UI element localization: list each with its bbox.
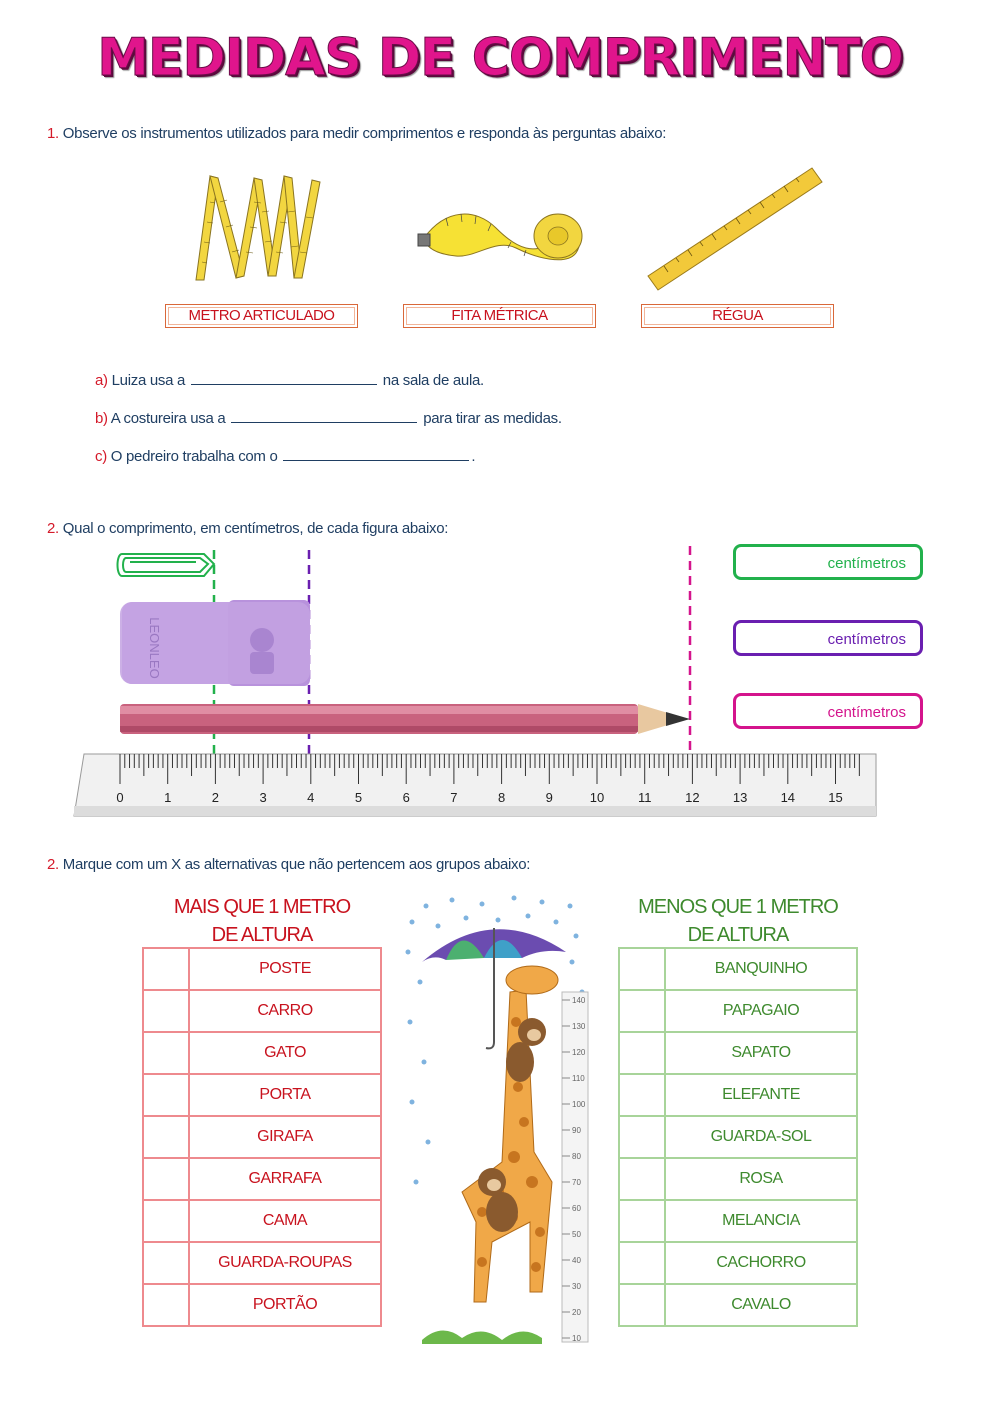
ruler-tick-label: 5 — [354, 790, 363, 805]
table-row — [143, 1200, 381, 1242]
tape-measure-illustration — [416, 198, 586, 268]
height-scale-label: 80 — [572, 1152, 581, 1161]
height-scale-label: 30 — [572, 1282, 581, 1291]
checkbox-cell[interactable] — [143, 990, 189, 1032]
item-label: ELEFANTE — [665, 1074, 857, 1116]
checkbox-cell[interactable] — [143, 1074, 189, 1116]
item-label: GUARDA-ROUPAS — [189, 1242, 381, 1284]
item-label: POSTE — [189, 948, 381, 990]
question-3 — [47, 856, 530, 873]
item-label: CACHORRO — [665, 1242, 857, 1284]
checkbox-cell[interactable] — [619, 1074, 665, 1116]
ruler-tick-label: 7 — [450, 790, 458, 805]
item-label: CAMA — [189, 1200, 381, 1242]
folding-ruler-illustration — [188, 172, 328, 284]
checkbox-cell[interactable] — [143, 1032, 189, 1074]
paper-clip — [118, 554, 215, 576]
ruler-tick-label: 4 — [307, 790, 315, 805]
question-1 — [47, 125, 666, 142]
item-label: PORTA — [189, 1074, 381, 1116]
ruler-tick-label: 6 — [402, 790, 410, 805]
checkbox-cell[interactable] — [143, 1158, 189, 1200]
table-row — [143, 990, 381, 1032]
table-row — [619, 1032, 857, 1074]
ruler-tick-label: 2 — [211, 790, 220, 805]
checkbox-cell[interactable] — [619, 1116, 665, 1158]
question-1-text: Observe os instrumentos utilizados para medir comprimentos e responda às perguntas abaixo: — [62, 125, 667, 142]
checkbox-cell[interactable] — [619, 1032, 665, 1074]
question-1-number: 1. — [47, 125, 59, 142]
checkbox-cell[interactable] — [619, 948, 665, 990]
instrument-label-tape-measure: FITA MÉTRICA — [403, 304, 596, 328]
measurement-figure — [70, 540, 890, 822]
table-row — [619, 1242, 857, 1284]
table-row — [143, 1032, 381, 1074]
checkbox-cell[interactable] — [619, 990, 665, 1032]
right-group-heading: MENOS QUE 1 METRO DE ALTURA — [638, 896, 838, 946]
height-scale-label: 20 — [572, 1308, 581, 1317]
item-label: CAVALO — [665, 1284, 857, 1326]
table-row — [619, 1158, 857, 1200]
height-scale-label: 60 — [572, 1204, 581, 1213]
ruler-tick-label: 13 — [732, 790, 748, 805]
question-2 — [47, 520, 448, 537]
answer-blank-c[interactable] — [283, 446, 469, 461]
answer-box-pencil[interactable]: centímetros — [733, 693, 923, 729]
sentence-c: c) O pedreiro trabalha com o . — [95, 448, 476, 465]
ruler-tick-label: 3 — [259, 790, 267, 805]
height-scale-label: 110 — [572, 1074, 585, 1083]
height-scale-label: 100 — [572, 1100, 586, 1109]
height-scale-label: 50 — [572, 1230, 581, 1239]
ruler-tick-label: 8 — [497, 790, 506, 805]
item-label: GUARDA-SOL — [665, 1116, 857, 1158]
height-scale-label: 120 — [572, 1048, 586, 1057]
item-label: GARRAFA — [189, 1158, 381, 1200]
checkbox-cell[interactable] — [619, 1200, 665, 1242]
instrument-label-ruler: RÉGUA — [641, 304, 834, 328]
answer-blank-b[interactable] — [231, 408, 417, 423]
table-row — [619, 1200, 857, 1242]
ruler-tick-label: 1 — [164, 790, 172, 805]
ruler-tick-label: 15 — [828, 790, 843, 805]
item-label: BANQUINHO — [665, 948, 857, 990]
left-group-heading: MAIS QUE 1 METRO DE ALTURA — [173, 896, 351, 946]
table-row — [143, 1284, 381, 1326]
question-2-number: 2. — [47, 520, 59, 537]
table-row — [143, 1116, 381, 1158]
ruler-tick-label: 9 — [545, 790, 553, 805]
right-group-table — [618, 947, 858, 1327]
table-row — [619, 990, 857, 1032]
question-2-text: Qual o comprimento, em centímetros, de cada figura abaixo: — [62, 520, 449, 537]
checkbox-cell[interactable] — [143, 1200, 189, 1242]
ruler-illustration — [644, 164, 824, 294]
instrument-label-folding-ruler: METRO ARTICULADO — [165, 304, 358, 328]
page-title: MEDIDAS DE COMPRIMENTO — [97, 28, 903, 88]
table-row — [143, 1074, 381, 1116]
item-label: CARRO — [189, 990, 381, 1032]
sentence-a: a) Luiza usa a na sala de aula. — [95, 372, 484, 389]
table-row — [619, 948, 857, 990]
answer-box-eraser[interactable]: centímetros — [733, 620, 923, 656]
giraffe-height-chart-illustration — [402, 892, 598, 1348]
table-row — [619, 1284, 857, 1326]
answer-blank-a[interactable] — [191, 370, 377, 385]
checkbox-cell[interactable] — [143, 1242, 189, 1284]
ruler-tick-label: 10 — [589, 790, 605, 805]
item-label: MELANCIA — [665, 1200, 857, 1242]
item-label: SAPATO — [665, 1032, 857, 1074]
question-3-number: 2. — [47, 856, 59, 873]
sentence-b: b) A costureira usa a para tirar as medidas. — [95, 410, 562, 427]
ruler-tick-label: 0 — [116, 790, 124, 805]
checkbox-cell[interactable] — [143, 1284, 189, 1326]
question-3-text: Marque com um X as alternativas que não pertencem aos grupos abaixo: — [62, 856, 531, 873]
checkbox-cell[interactable] — [619, 1284, 665, 1326]
table-row — [143, 1242, 381, 1284]
table-row — [143, 1158, 381, 1200]
height-scale-label: 40 — [572, 1256, 581, 1265]
table-row — [619, 1116, 857, 1158]
left-group-table — [142, 947, 382, 1327]
checkbox-cell[interactable] — [143, 1116, 189, 1158]
table-row — [143, 948, 381, 990]
pencil — [120, 704, 690, 734]
ruler-tick-label: 11 — [637, 790, 652, 805]
eraser-brand-text: LEONLEO — [147, 617, 162, 679]
item-label: ROSA — [665, 1158, 857, 1200]
checkbox-cell[interactable] — [143, 948, 189, 990]
item-label: GIRAFA — [189, 1116, 381, 1158]
item-label: PORTÃO — [189, 1284, 381, 1326]
height-scale-label: 130 — [572, 1022, 586, 1031]
ruler-tick-label: 14 — [780, 790, 796, 805]
ruler-tick-label: 12 — [685, 790, 700, 805]
checkbox-cell[interactable] — [619, 1242, 665, 1284]
answer-box-clip[interactable]: centímetros — [733, 544, 923, 580]
checkbox-cell[interactable] — [619, 1158, 665, 1200]
table-row — [619, 1074, 857, 1116]
ruler — [74, 754, 876, 816]
height-scale-label: 70 — [572, 1178, 581, 1187]
height-scale-label: 10 — [572, 1334, 581, 1343]
item-label: GATO — [189, 1032, 381, 1074]
item-label: PAPAGAIO — [665, 990, 857, 1032]
eraser — [120, 600, 310, 686]
height-scale-label: 140 — [572, 996, 586, 1005]
height-scale-label: 90 — [572, 1126, 581, 1135]
